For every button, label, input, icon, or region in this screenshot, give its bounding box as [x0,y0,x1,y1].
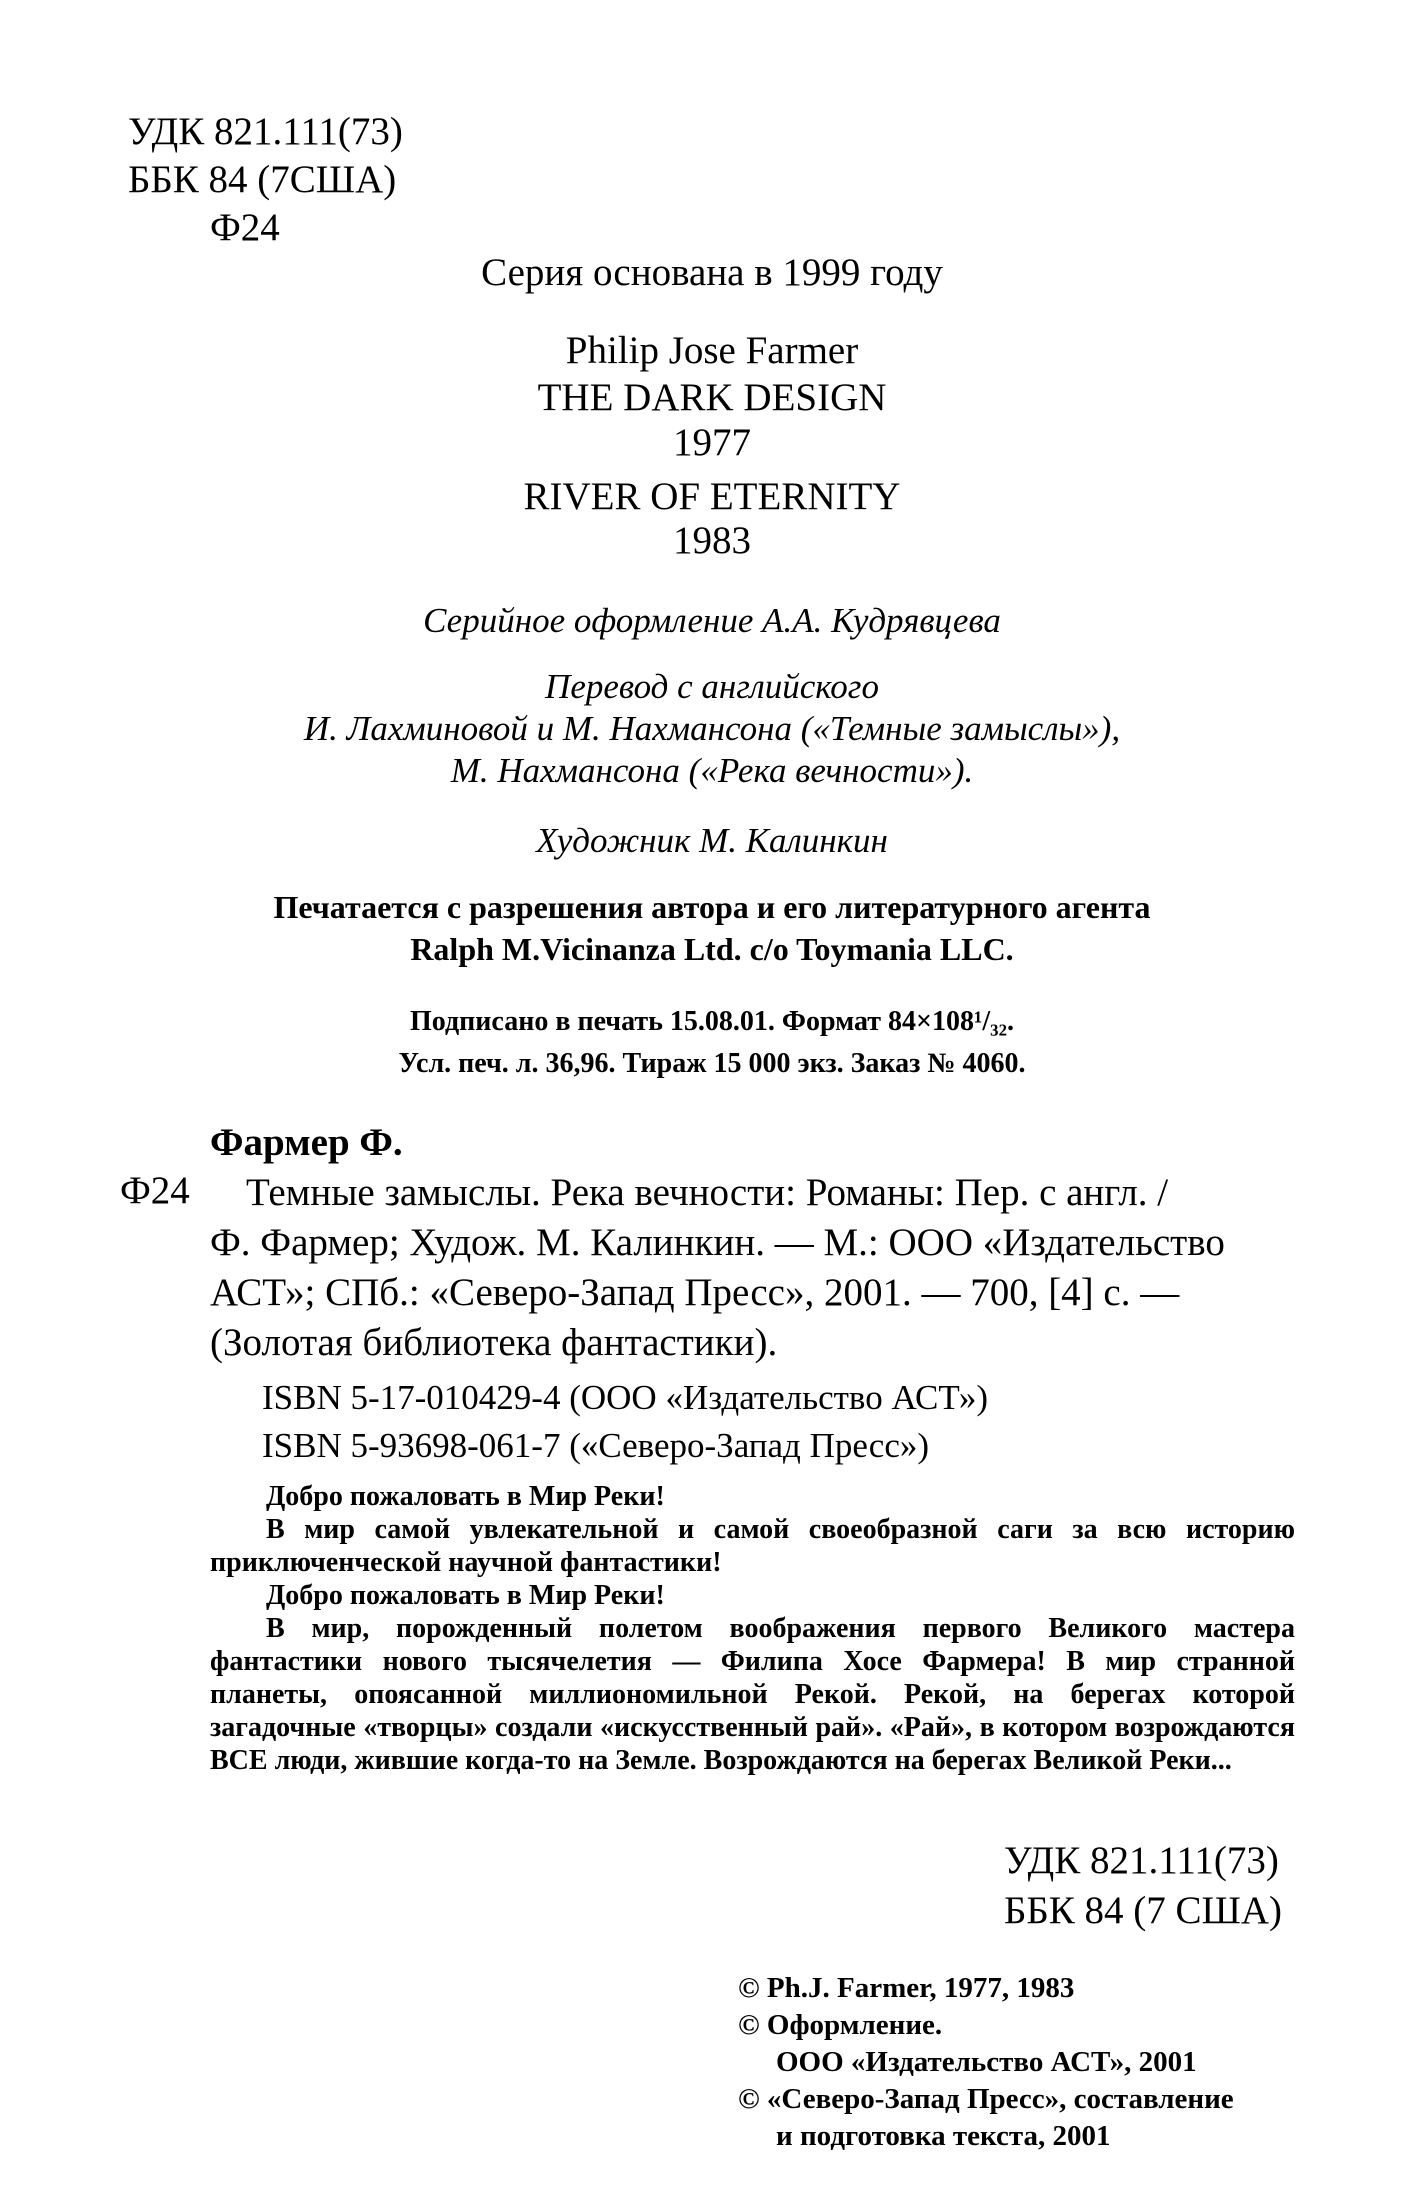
annotation-paragraph: Добро пожаловать в Мир Реки! [266,1580,665,1611]
author-sign-code: Ф24 [210,206,280,249]
bibliographic-record-heading [210,1118,403,1168]
print-info-line-2: Усл. печ. л. 36,96. Тираж 15 000 экз. Заказ № 4060. [398,1048,1026,1079]
annotation-paragraph: Добро пожаловать в Мир Реки! [266,1481,665,1512]
original-title-2: RIVER OF ETERNITY [523,475,901,518]
copyright-block [738,1970,1234,2155]
isbn-ast: ISBN 5-17-010429-4 (ООО «Издательство АСТ») [262,1378,988,1417]
record-line-3: АСТ»; СПб.: «Северо-Запад Пресс», 2001. — 700, [4] с. — [210,1271,1180,1314]
translation-credit-line-2: И. Лахминовой и М. Нахмансона («Темные замыслы»), [303,709,1121,748]
copyright-line-5: и подготовка текста, 2001 [776,2120,1111,2152]
record-author: Фармер Ф. [210,1121,403,1164]
original-title-1: THE DARK DESIGN [537,376,887,419]
series-design-credit: Серийное оформление А.А. Кудрявцева [423,601,1001,640]
copyright-line-4: © «Северо-Запад Пресс», составление [738,2083,1234,2115]
annotation [210,1480,1295,1777]
series-note: Серия основана в 1999 году [481,251,943,294]
permission-line-2: Ralph M.Vicinanza Ltd. c/o Toymania LLC. [410,931,1014,967]
annotation-paragraph: В мир самой увлекательной и самой своеобразной саги за всю историю приключенческой научной фантастики! [210,1514,1295,1578]
isbn-severo-zapad: ISBN 5-93698-061-7 («Северо-Запад Пресс») [262,1426,930,1465]
record-line-1: Темные замыслы. Река вечности: Романы: Пер. с англ. / [246,1171,1169,1214]
classification-codes-top [128,108,403,252]
artist-credit: Художник М. Калинкин [536,821,888,860]
annotation-paragraph: В мир, порожденный полетом воображения первого Великого мастера фантастики нового тысячелетия — Филипа Хосе Фармера! В мир странной планеты, опоясанной миллиономильной Рекой. Рекой, на берегах которой загадочные «творцы» создали «искусственный рай». «Рай», в котором возрождаются ВСЕ люди, жившие когда-то на Земле. Возрождаются на берегах Великой Реки... [210,1613,1295,1776]
translation-credit-line-1: Перевод с английского [545,667,879,706]
print-info-line-1: Подписано в печать 15.08.01. Формат 84×108¹/₃₂. [410,1006,1014,1037]
classification-codes-bottom [1004,1836,1282,1936]
bbk-code-bottom: ББК 84 (7 США) [1004,1889,1283,1932]
translation-credit-line-3: М. Нахмансона («Река вечности»). [450,751,974,790]
permission-line-1: Печатается с разрешения автора и его литературного агента [273,889,1151,925]
record-line-2: Ф. Фармер; Худож. М. Калинкин. — М.: ООО «Издательство [210,1221,1225,1264]
original-year-2: 1983 [673,519,751,562]
isbn-list [262,1374,988,1470]
original-author: Philip Jose Farmer [565,329,859,372]
copyright-line-3: ООО «Издательство АСТ», 2001 [776,2046,1197,2078]
original-year-1: 1977 [673,421,751,464]
udk-code-bottom: УДК 821.111(73) [1004,1839,1279,1882]
bibliographic-record-body [210,1168,1293,1368]
udk-code: УДК 821.111(73) [128,110,403,153]
bbk-code: ББК 84 (7США) [128,158,397,201]
copyright-line-2: © Оформление. [738,2009,943,2041]
copyright-line-1: © Ph.J. Farmer, 1977, 1983 [738,1972,1075,2004]
record-line-4: (Золотая библиотека фантастики). [210,1321,778,1364]
record-author-sign: Ф24 [120,1169,190,1212]
